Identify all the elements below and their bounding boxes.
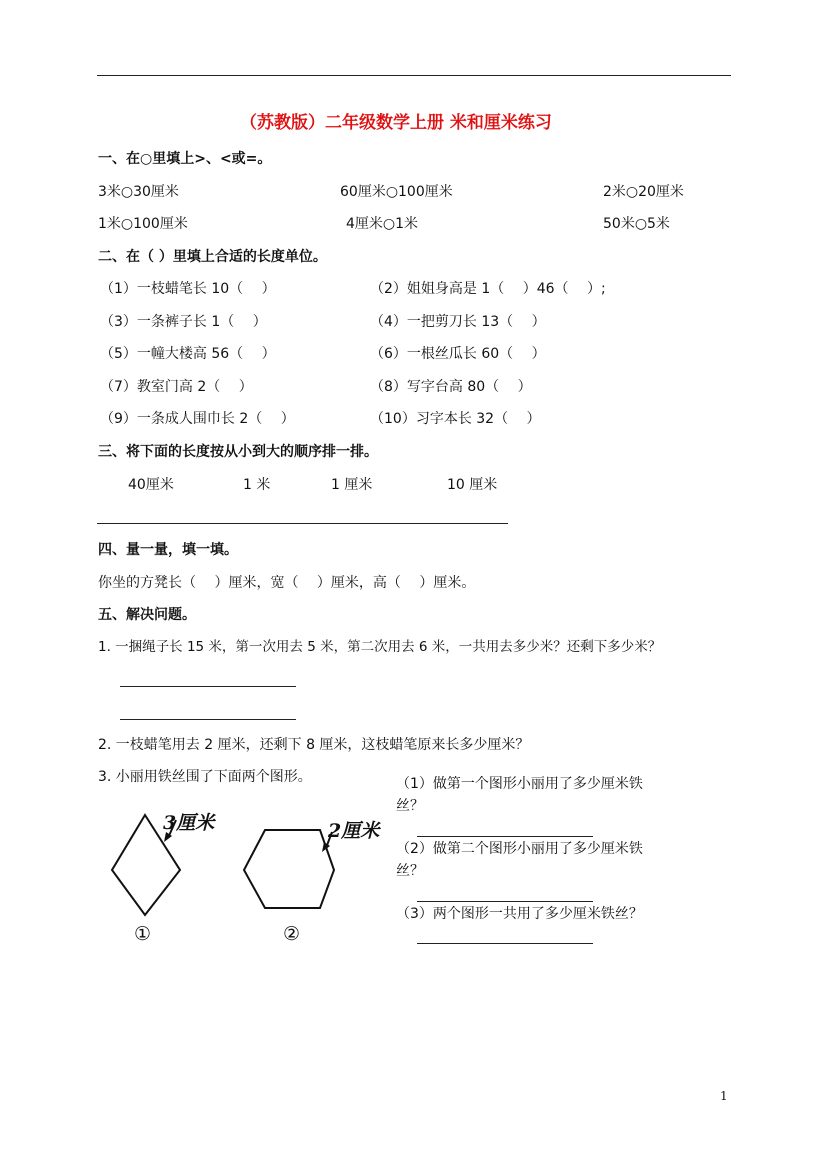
s3-value: 40厘米 (128, 477, 174, 493)
s2-item: （5）一幢大楼高 56（ ） (100, 346, 276, 362)
sub1-answer-line[interactable] (417, 836, 593, 837)
section-5-heading: 五、解决问题。 (98, 607, 196, 623)
s3-answer-line[interactable] (97, 523, 508, 524)
s3-value: 10 厘米 (447, 477, 498, 493)
s2-item: （10）习字本长 32（ ） (370, 411, 541, 427)
s3-value: 1 米 (243, 477, 271, 493)
s4-text: 你坐的方凳长（ ）厘米，宽（ ）厘米，高（ ）厘米。 (98, 575, 476, 591)
arrowhead-icon (322, 842, 330, 852)
q1-answer-line[interactable] (120, 686, 296, 687)
s1-item: 1米○100厘米 (98, 216, 188, 232)
s1-item: 50米○5米 (603, 216, 670, 232)
s1-item: 60厘米○100厘米 (340, 184, 453, 200)
s1-item: 3米○30厘米 (98, 184, 179, 200)
s2-item: （2）姐姐身高是 1（ ）46（ ）; (370, 281, 606, 297)
s3-value: 1 厘米 (331, 477, 373, 493)
section-2-heading: 二、在（ ）里填上合适的长度单位。 (98, 249, 327, 265)
s2-item: （9）一条成人围巾长 2（ ） (100, 411, 295, 427)
sub-question-3: （3）两个图形一共用了多少厘米铁丝？ (396, 906, 643, 922)
figure-2-label: 2厘米 (328, 820, 380, 842)
section-4-heading: 四、量一量，填一填。 (98, 542, 238, 558)
s2-item: （3）一条裤子长 1（ ） (100, 314, 267, 330)
s2-item: （7）教室门高 2（ ） (100, 379, 253, 395)
q3-text: 3. 小丽用铁丝围了下面两个图形。 (98, 769, 312, 785)
q1-answer-line[interactable] (120, 719, 296, 720)
figure-2-number: ② (283, 923, 301, 945)
section-3-heading: 三、将下面的长度按从小到大的顺序排一排。 (98, 444, 378, 460)
s1-item: 2米○20厘米 (603, 184, 684, 200)
s2-item: （1）一枝蜡笔长 10（ ） (100, 281, 276, 297)
page-title: （苏教版）二年级数学上册 米和厘米练习 (240, 113, 552, 133)
figure-1-label: 3厘米 (163, 812, 215, 834)
page-number: 1 (720, 1089, 728, 1103)
s2-item: （6）一根丝瓜长 60（ ） (370, 346, 546, 362)
sub-question-2: （2）做第二个图形小丽用了多少厘米铁丝？ (396, 841, 643, 879)
s2-item: （8）写字台高 80（ ） (370, 379, 532, 395)
figure-1-number: ① (134, 923, 152, 945)
sub-question-1: （1）做第一个图形小丽用了多少厘米铁丝？ (396, 776, 643, 814)
q2-text: 2. 一枝蜡笔用去 2 厘米，还剩下 8 厘米，这枝蜡笔原来长多少厘米？ (98, 737, 530, 753)
q1-text: 1. 一捆绳子长 15 米，第一次用去 5 米，第二次用去 6 米，一共用去多少米？还剩下多少米？ (98, 639, 662, 655)
s2-item: （4）一把剪刀长 13（ ） (370, 314, 546, 330)
sub3-answer-line[interactable] (417, 943, 593, 944)
s1-item: 4厘米○1米 (346, 216, 419, 232)
sub2-answer-line[interactable] (417, 901, 593, 902)
header-rule (97, 75, 731, 76)
section-1-heading: 一、在○里填上>、<或=。 (98, 151, 272, 167)
hexagon-shape (244, 830, 334, 908)
